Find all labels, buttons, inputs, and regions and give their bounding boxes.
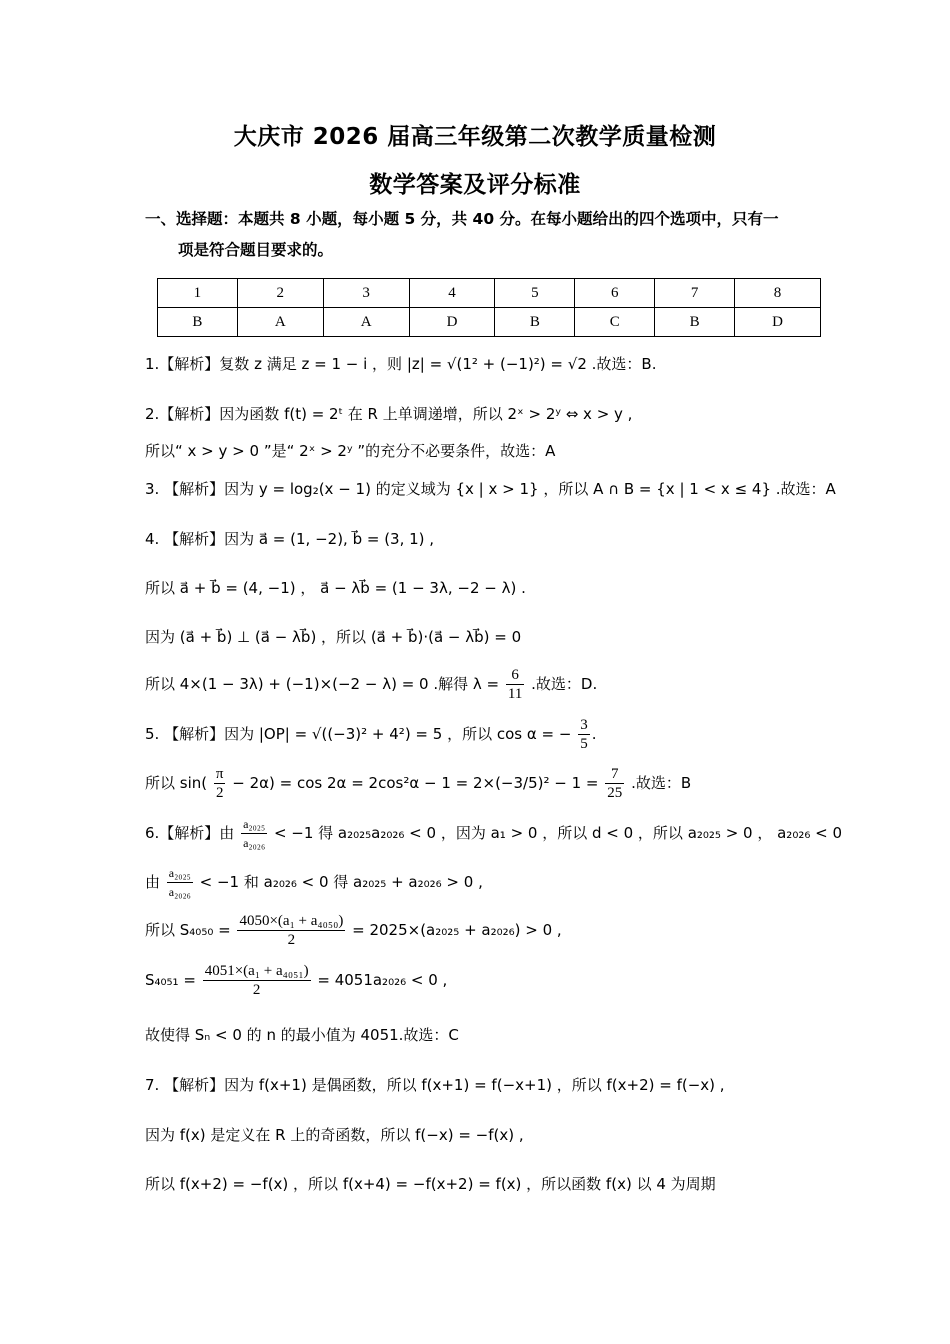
- fraction-denominator: 2: [287, 932, 296, 948]
- table-cell: A: [323, 308, 409, 337]
- solution-q3: 3. 【解析】因为 y = log₂(x − 1) 的定义域为 {x | x > 1} ，所以 A ∩ B = {x | 1 < x ≤ 4} .故选：A: [145, 480, 836, 498]
- solution-q2-line2: 所以“ x > y > 0 ”是“ 2ˣ > 2ʸ ”的充分不必要条件，故选：A: [145, 442, 556, 460]
- fraction-denominator: a₂₀₂₆: [168, 885, 191, 899]
- answer-table: [157, 278, 821, 337]
- fraction-numerator: 6: [506, 666, 524, 685]
- formula-text: 所以 4×(1 − 3λ) + (−1)×(−2 − λ) = 0 .解得 λ =: [145, 675, 500, 693]
- fraction-denominator: 5: [580, 736, 588, 752]
- fraction-denominator: 11: [507, 686, 523, 702]
- fraction-numerator: 4050×(a₁ + a₄₀₅₀): [239, 913, 344, 929]
- solution-q1: 1.【解析】复数 z 满足 z = 1 − i ，则 |z| = √(1² + (−1)²) = √2 .故选：B.: [145, 355, 657, 373]
- solution-q4-line3: 因为 (a⃗ + b⃗) ⊥ (a⃗ − λb⃗) ，所以 (a⃗ + b⃗)·(a⃗ − λb⃗) = 0: [145, 628, 522, 646]
- table-cell: A: [237, 308, 323, 337]
- fraction-denominator: 2: [215, 785, 224, 801]
- fraction-numerator: a₂₀₂₅: [241, 815, 267, 834]
- fraction: [605, 765, 624, 802]
- table-cell: C: [575, 308, 655, 337]
- table-cell: D: [735, 308, 821, 337]
- section-heading-line1: 一、选择题：本题共 8 小题，每小题 5 分，共 40 分。在每小题给出的四个选项中，只有一: [145, 210, 779, 228]
- table-cell: D: [409, 308, 495, 337]
- section-heading: [145, 204, 815, 266]
- solution-q7-line2: 因为 f(x) 是定义在 R 上的奇函数，所以 f(−x) = −f(x) ,: [145, 1126, 524, 1144]
- table-cell: B: [495, 308, 575, 337]
- solution-q6-line5: 故使得 Sₙ < 0 的 n 的最小值为 4051.故选：C: [145, 1026, 459, 1044]
- solution-q6-line2: [145, 864, 483, 901]
- fraction: [167, 864, 193, 901]
- formula-text: .故选：B: [631, 774, 692, 792]
- fraction: [578, 716, 590, 753]
- fraction: [237, 912, 345, 949]
- table-cell: 6: [575, 279, 655, 308]
- fraction-numerator: 4051×(a₁ + a₄₀₅₁): [204, 963, 309, 979]
- solution-q6-line4: [145, 962, 447, 999]
- fraction-denominator: a₂₀₂₆: [243, 836, 266, 850]
- fraction: [506, 666, 524, 703]
- formula-text: − 2α) = cos 2α = 2cos²α − 1 = 2×(−3/5)² − 1 =: [232, 774, 599, 792]
- solution-q4-line4: [145, 666, 597, 703]
- fraction-numerator: 7: [605, 765, 624, 784]
- table-cell: 7: [655, 279, 735, 308]
- answer-table-answer-row: [158, 308, 821, 337]
- formula-text: S₄₀₅₁ =: [145, 971, 196, 989]
- formula-text: = 4051a₂₀₂₆ < 0 ,: [317, 971, 448, 989]
- formula-text: 所以 S₄₀₅₀ =: [145, 921, 231, 939]
- formula-text: < −1 得 a₂₀₂₅a₂₀₂₆ < 0 ，因为 a₁ > 0 ，所以 d < 0 ，所以 a₂₀₂₅ > 0 ， a₂₀₂₆ < 0: [273, 824, 843, 842]
- fraction-numerator: π: [215, 766, 224, 782]
- table-cell: B: [158, 308, 238, 337]
- formula-text: .故选：D.: [531, 675, 598, 693]
- table-cell: 2: [237, 279, 323, 308]
- document-subtitle: 数学答案及评分标准: [369, 172, 581, 198]
- fraction: [214, 765, 226, 802]
- table-cell: B: [655, 308, 735, 337]
- solution-q7-line3: 所以 f(x+2) = −f(x) ，所以 f(x+4) = −f(x+2) = f(x) ，所以函数 f(x) 以 4 为周期: [145, 1175, 716, 1193]
- formula-text: 所以 sin(: [145, 774, 208, 792]
- solution-q4-line2: 所以 a⃗ + b⃗ = (4, −1) ， a⃗ − λb⃗ = (1 − 3λ, −2 − λ) .: [145, 579, 526, 597]
- solution-q6-line3: [145, 912, 562, 949]
- fraction: [203, 962, 311, 999]
- answer-table-number-row: [158, 279, 821, 308]
- table-cell: 5: [495, 279, 575, 308]
- solution-q7-line1: 7. 【解析】因为 f(x+1) 是偶函数，所以 f(x+1) = f(−x+1) ，所以 f(x+2) = f(−x) ,: [145, 1076, 725, 1094]
- solution-q5-line2: [145, 765, 691, 802]
- section-heading-line2: 项是符合题目要求的。: [178, 241, 334, 259]
- formula-text: = 2025×(a₂₀₂₅ + a₂₀₂₆) > 0 ,: [352, 921, 562, 939]
- formula-text: 由: [145, 873, 161, 891]
- table-cell: 8: [735, 279, 821, 308]
- fraction: [241, 815, 267, 852]
- fraction-denominator: 25: [607, 785, 623, 801]
- solution-q6-line1: [145, 815, 842, 852]
- fraction-numerator: a₂₀₂₅: [167, 864, 193, 883]
- solution-q4-line1: 4. 【解析】因为 a⃗ = (1, −2), b⃗ = (3, 1) ,: [145, 530, 435, 548]
- solution-q2-line1: 2.【解析】因为函数 f(t) = 2ᵗ 在 R 上单调递增，所以 2ˣ > 2ʸ ⇔ x > y ,: [145, 405, 633, 423]
- solution-q5-line1: 5. 【解析】因为 |OP| = √((−3)² + 4²) = 5 ，所以 cos α = − $\frac{3}{5}$ .: [145, 717, 597, 752]
- formula-text: 6.【解析】由: [145, 824, 235, 842]
- formula-text: < −1 和 a₂₀₂₆ < 0 得 a₂₀₂₅ + a₂₀₂₆ > 0 ,: [199, 873, 483, 891]
- table-cell: 1: [158, 279, 238, 308]
- fraction-denominator: 2: [252, 982, 261, 998]
- fraction-numerator: 3: [580, 717, 588, 733]
- formula-text: 5. 【解析】因为 |OP| = √((−3)² + 4²) = 5 ，所以 cos α = −: [145, 725, 572, 743]
- table-cell: 3: [323, 279, 409, 308]
- table-cell: 4: [409, 279, 495, 308]
- document-title: 大庆市 2026 届高三年级第二次教学质量检测: [233, 124, 717, 150]
